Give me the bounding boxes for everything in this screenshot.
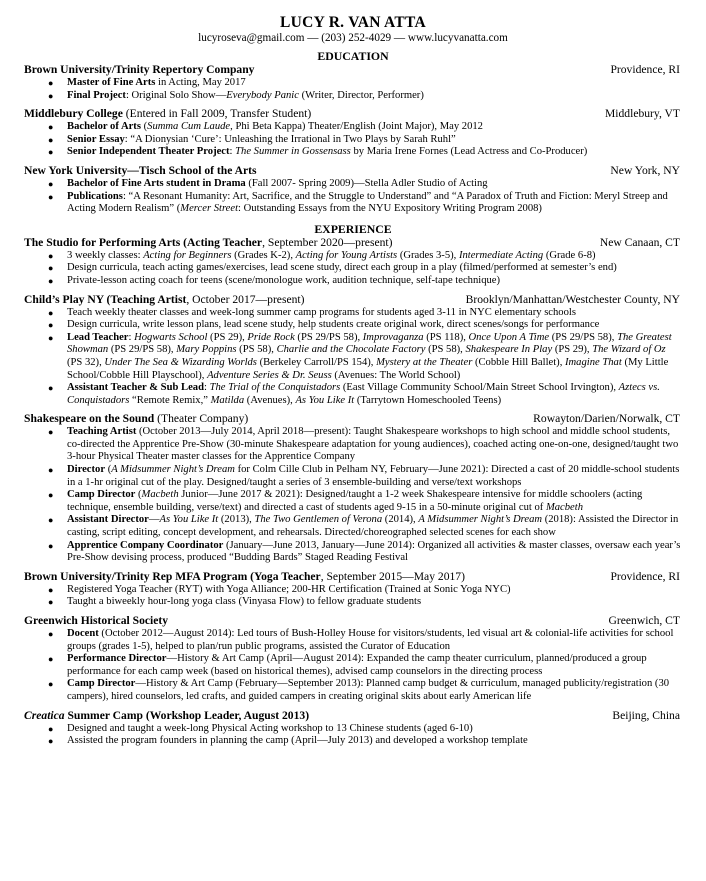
entry-organization-text: Middlebury College	[24, 107, 123, 121]
entry-bullet-list	[24, 178, 682, 216]
bullet-icon: ●	[48, 307, 54, 318]
list-item-text: Registered Yoga Teacher (RYT) with Yoga Alliance; 200-HR Certification (Trained at Sonic Yoga NYC)	[67, 583, 511, 595]
list-item-text: Publications	[67, 190, 123, 202]
bullet-icon: ●	[48, 178, 54, 189]
entry-location: Rowayton/Darien/Norwalk, CT	[533, 412, 680, 426]
bullet-icon: ●	[48, 465, 54, 476]
list-item-text: Teaching Artist	[67, 426, 137, 438]
bullet-icon: ●	[48, 78, 54, 88]
list-item-text: (East Village Community School/Main Street School Irvington),	[340, 382, 619, 394]
list-item-text: Assistant Teacher & Sub Lead	[67, 382, 204, 394]
entry-organization	[24, 293, 305, 307]
list-item	[48, 596, 682, 609]
entry-header	[24, 709, 682, 723]
bullet-icon: ●	[48, 654, 54, 665]
list-item-text: (	[105, 464, 112, 476]
list-item-text: : Original Solo Show—	[125, 89, 227, 101]
list-item-text: (Avenues: The World School)	[331, 369, 461, 381]
list-item-text: :	[128, 331, 135, 343]
entry-organization-text	[24, 709, 65, 722]
list-item-text: (	[135, 489, 142, 501]
entry-header	[24, 236, 682, 250]
list-item	[48, 539, 682, 565]
entry-organization-text: Greenwich Historical Society	[24, 614, 169, 627]
entry-organization-text: Brown University/Trinity Rep MFA Program (Yoga Teacher	[24, 569, 321, 583]
bullet-icon: ●	[48, 490, 54, 501]
list-item-text: “Remote Remix,”	[129, 394, 211, 406]
entry-location: Providence, RI	[610, 569, 680, 583]
list-item	[48, 678, 682, 703]
list-item-text: Bachelor of Arts	[67, 121, 141, 133]
list-item	[48, 735, 682, 748]
list-item	[48, 628, 682, 653]
resume-entry	[24, 164, 682, 216]
list-item-text: —History & Art Camp (April—August 2014): Expanded the camp theater curriculum, planned/produced a group performance for each camp week (based on historical themes), advised camp counselors in the directing process	[67, 653, 647, 677]
entry-location: Middlebury, VT	[604, 107, 680, 121]
entry-bullet-list	[24, 628, 682, 704]
list-item	[48, 319, 682, 332]
list-item-text: A Midsummer Night’s Dream	[418, 514, 543, 526]
list-item-text: (PS 29/PS 58),	[549, 331, 618, 343]
section-title-experience: EXPERIENCE	[314, 221, 392, 236]
list-item-text: :	[229, 146, 236, 158]
bullet-icon: ●	[48, 191, 54, 202]
bullet-icon: ●	[48, 275, 54, 286]
list-item	[48, 464, 682, 489]
entry-organization	[24, 164, 257, 178]
bullet-icon: ●	[48, 427, 54, 438]
bullet-icon: ●	[48, 263, 54, 274]
list-item-text: Performance Director	[67, 653, 167, 665]
list-item-text: (PS 29/PS 58),	[108, 344, 177, 356]
list-item-text: The Two Gentlemen of Verona	[254, 514, 383, 526]
bullet-icon: ●	[48, 540, 54, 551]
list-item	[48, 274, 682, 288]
list-item-text: Matilda	[210, 394, 245, 406]
entry-organization-text: New York University—Tisch School of the Arts	[24, 163, 257, 177]
list-item-text: The Summer in Gossensass	[235, 146, 351, 158]
list-item-text: : “A Dionysian ‘Cure’: Unleashing the Irrational in Two Plays by Sarah Ruhl”	[124, 133, 456, 145]
list-item-text: (PS 118),	[423, 331, 469, 343]
contact-line: lucyroseva@gmail.com — (203) 252-4029 — www.lucyvanatta.com	[198, 32, 508, 44]
resume-entry	[24, 236, 682, 288]
bullet-icon: ●	[48, 723, 54, 734]
resume-name: LUCY R. VAN ATTA	[279, 14, 427, 31]
entry-bullet-list	[24, 121, 682, 159]
list-item-text: Camp Director	[67, 678, 136, 690]
list-item-text: (2013),	[218, 514, 255, 526]
bullet-icon: ●	[48, 383, 54, 394]
list-item-text: 3 weekly classes:	[67, 249, 144, 261]
entry-organization-text: Shakespeare on the Sound	[24, 412, 155, 426]
entry-bullet-list	[24, 426, 682, 565]
bullet-icon: ●	[48, 736, 54, 747]
list-item-text: Macbeth	[141, 489, 179, 501]
list-item	[48, 653, 682, 678]
list-item-text: Under The Sea & Wizarding Worlds	[104, 356, 257, 368]
list-item-text: (PS 29),	[207, 331, 248, 343]
list-item-text: Bachelor of Fine Arts student in Drama	[67, 177, 246, 189]
resume-entry	[24, 709, 682, 748]
bullet-icon: ●	[48, 134, 54, 145]
list-item-text: Senior Essay	[67, 133, 125, 145]
list-item-text: Intermediate Acting	[458, 249, 544, 261]
list-item-text: by Maria Irene Fornes (Lead Actress and Co-Producer)	[350, 146, 588, 158]
list-item	[48, 190, 682, 216]
list-item	[48, 722, 682, 736]
entry-organization	[24, 709, 309, 723]
entry-location: Providence, RI	[610, 63, 680, 76]
list-item-text: The Trial of the Conquistadors	[209, 382, 341, 394]
list-item-text: (PS 29/PS 58),	[294, 331, 363, 343]
entry-organization-text: Summer Camp (Workshop Leader	[64, 708, 239, 722]
list-item-text: Camp Director	[67, 489, 136, 501]
entry-header	[24, 164, 682, 178]
list-item-text: Docent	[67, 628, 99, 639]
list-item-text: (October 2012—August 2014): Led tours of Bush-Holley House for visitors/students, led visual art & colonial-life activities for school groups (grades 1-5), helped to plan/run public programs, assisted the Curator of Education	[67, 628, 674, 652]
list-item-text: (Tarrytown Homeschooled Teens)	[354, 394, 502, 406]
list-item	[48, 426, 682, 464]
list-item-text: Senior Independent Theater Project	[67, 146, 230, 158]
list-item	[48, 489, 682, 514]
list-item-text: Director	[67, 464, 106, 476]
list-item-text: Shakespeare In Play	[465, 344, 553, 356]
list-item-text: (Writer, Director, Performer)	[298, 89, 424, 101]
list-item-text: Aztecs vs. Conquistadors	[67, 382, 660, 406]
resume-entry	[24, 614, 682, 704]
list-item-text: Teach weekly theater classes and week-long summer camp programs for students aged 3-11 in NYC elementary schools	[67, 306, 576, 318]
list-item-text: —	[148, 514, 160, 526]
resume-entry	[24, 570, 682, 609]
list-item	[48, 146, 682, 159]
list-item-text: (Cobble Hill Ballet),	[472, 356, 565, 368]
list-item-text: , Phi Beta Kappa) Theater/English (Joint Major), May 2012	[230, 121, 483, 133]
list-item-text: Imagine That	[565, 356, 622, 368]
list-item	[48, 514, 682, 539]
entry-organization	[24, 570, 465, 584]
list-item	[48, 262, 682, 275]
list-item-text: Junior—June 2017 & 2021): Designed/taught a 1-2 week Shakespeare intensive for middle schoolers (acting technique, ensemble building, verse/text) and directed a cast of students aged 9-15 in a 50-minute original cut of	[67, 489, 643, 513]
list-item-text: (PS 32),	[67, 356, 105, 368]
list-item-text: —History & Art Camp (February—September 2013): Planned camp budget & curriculum, managed publicity/registration (30 campers), hired counselors, led crafts, and guided campers in creating original skits about early American life	[67, 678, 670, 702]
entry-header	[24, 293, 682, 307]
entry-organization	[24, 107, 311, 121]
list-item	[48, 133, 682, 147]
list-item-text: Designed and taught a week-long Physical Acting workshop to 13 Chinese students (aged 6-10)	[67, 722, 473, 734]
entry-location: New Canaan, CT	[599, 235, 680, 249]
entry-bullet-list	[24, 584, 682, 609]
list-item-text: Adventure Series & Dr. Seuss	[207, 369, 332, 381]
entry-organization-text: , September 2015—May 2017)	[320, 569, 465, 583]
bullet-icon: ●	[48, 147, 54, 158]
list-item-text: (Fall 2007- Spring 2009)—Stella Adler Studio of Acting	[245, 177, 488, 189]
entry-organization-text: The Studio for Performing Arts (Acting Teacher	[24, 235, 263, 249]
entry-organization	[24, 63, 254, 77]
list-item-text: Assistant Director	[67, 514, 149, 526]
list-item-text: (PS 58),	[425, 344, 466, 356]
list-item-text: (My Little School/Cobble Hill Playschool),	[67, 356, 669, 381]
list-item	[48, 583, 682, 597]
entry-header	[24, 412, 682, 426]
resume-entry	[24, 63, 682, 102]
list-item-text: Assisted the program founders in planning the camp (April—July 2013) and developed a workshop template	[67, 735, 528, 747]
list-item	[48, 249, 682, 263]
list-item-text: : Outstanding Essays from the NYU Expository Writing Program 2008)	[238, 203, 542, 215]
list-item-text: Charlie and the Chocolate Factory	[276, 344, 426, 356]
entry-location: New York, NY	[610, 163, 680, 177]
list-item-text: (Grades 3-5),	[397, 249, 459, 261]
list-item-text: Macbeth	[545, 501, 584, 513]
list-item-text: Master of Fine Arts	[67, 77, 156, 88]
list-item-text: The Wizard of Oz	[592, 344, 666, 356]
entry-header	[24, 614, 682, 628]
list-item-text: As You Like It	[159, 514, 219, 526]
resume-entry	[24, 107, 682, 159]
entry-location: Greenwich, CT	[608, 614, 680, 627]
bullet-icon: ●	[48, 515, 54, 526]
entry-organization	[24, 614, 168, 628]
entry-location: Beijing, China	[612, 708, 680, 722]
bullet-icon: ●	[48, 679, 54, 690]
bullet-icon: ●	[48, 90, 54, 101]
bullet-icon: ●	[48, 122, 54, 133]
list-item-text: Taught a biweekly hour-long yoga class (Vinyasa Flow) to fellow graduate students	[67, 596, 422, 608]
entry-bullet-list	[24, 723, 682, 748]
list-item-text: (Grades K-2),	[231, 249, 296, 261]
list-item-text: Improvaganza	[362, 331, 424, 343]
list-item-text: (October 2013—July 2014, April 2018—present): Taught Shakespeare workshops to high school and middle school students, co-directed the Apprentice Pre-Show (30-minute Shakespeare adaptation for young audiences), coached acting one-on-one, designed/taught two 3-hour Physical Theater master classes for the Apprentice Company	[67, 426, 679, 463]
list-item-text: Apprentice Company Coordinator	[67, 539, 224, 551]
list-item-text: (Avenues),	[244, 394, 296, 406]
bullet-icon: ●	[48, 584, 54, 595]
list-item-text: (January—June 2013, January—June 2014): Organized all activities & master classes, oversaw each year’s Pre-Show devising process, produced “Budding Bards” Staged Reading Festival	[67, 539, 681, 564]
bullet-icon: ●	[48, 332, 54, 343]
list-item	[48, 331, 682, 382]
entry-bullet-list	[24, 77, 682, 102]
entry-organization-text: , August 2013)	[238, 708, 310, 722]
list-item-text: Mary Poppins	[176, 344, 237, 356]
list-item-text: Acting for Beginners	[143, 249, 232, 261]
entry-organization	[24, 412, 248, 426]
entry-header	[24, 570, 682, 584]
list-item-text: :	[203, 382, 210, 394]
list-item-text: in Acting, May 2017	[155, 77, 246, 88]
bullet-icon: ●	[48, 250, 54, 261]
list-item-text: (2014),	[382, 514, 419, 526]
entry-location: Brooklyn/Manhattan/Westchester County, NY	[465, 292, 680, 306]
list-item	[48, 89, 682, 103]
list-item-text: Design curricula, write lesson plans, lead scene study, help students create original work, direct scenes/songs for performance	[67, 319, 600, 331]
list-item	[48, 177, 682, 191]
list-item-text: for Colm Cille Club in Pelham NY, February—June 2021): Directed a cast of 20 middle-school students in a 1-hr original cut of the play. Designed/taught a series of 3 ensemble-building and verse/text workshops	[67, 464, 680, 488]
bullet-icon: ●	[48, 597, 54, 608]
list-item-text: Once Upon A Time	[468, 331, 550, 343]
list-item-text: (PS 29),	[552, 344, 593, 356]
list-item-text: As You Like It	[295, 394, 355, 406]
entry-organization	[24, 236, 393, 250]
list-item	[48, 306, 682, 320]
list-item-text: Hogwarts School	[134, 331, 208, 343]
entry-organization-text: Child’s Play NY (Teaching Artist	[24, 292, 187, 306]
list-item-text: A Midsummer Night’s Dream	[111, 464, 235, 476]
bullet-icon: ●	[48, 320, 54, 331]
entry-organization-text: Creatica	[24, 708, 65, 722]
list-item	[48, 382, 682, 407]
entry-organization-text: (Entered in Fall 2009, Transfer Student)	[122, 107, 312, 121]
entry-header	[24, 63, 682, 77]
entry-organization-text: Brown University/Trinity Repertory Company	[24, 63, 255, 76]
entry-organization-text: (Theater Company)	[154, 412, 249, 426]
resume-sections	[24, 49, 682, 748]
list-item-text: (	[140, 121, 148, 133]
list-item-text: Design curricula, teach acting games/exercises, lead scene study, direct each group in a play (filmed/performed at semester’s end)	[67, 262, 617, 274]
list-item	[48, 77, 682, 90]
list-item-text: Pride Rock	[247, 331, 295, 343]
list-item-text: Lead Teacher	[67, 331, 129, 343]
entry-organization-text: , September 2020—present)	[262, 235, 393, 249]
bullet-icon: ●	[48, 629, 54, 639]
list-item-text: (2018): Assisted the Director in casting, script editing, concept development, and rehearsals. Directed/choreographed selected scenes for each show	[67, 514, 679, 539]
list-item-text: Summa Cum Laude	[147, 121, 231, 133]
list-item-text: (PS 58),	[236, 344, 277, 356]
entry-header	[24, 107, 682, 121]
list-item-text: Private-lesson acting coach for teens (scene/monologue work, audition technique, self-tape technique)	[67, 274, 501, 286]
entry-bullet-list	[24, 307, 682, 408]
list-item-text: The Greatest Showman	[67, 331, 672, 356]
list-item-text: : “A Resonant Humanity: Art, Sacrifice, and the Struggle to Understand” and “A Paradox of Truth and Fiction: Meryl Streep and Acting Modern Realism” (	[67, 190, 668, 215]
list-item-text: Mystery at the Theater	[376, 356, 473, 368]
entry-organization-text: , October 2017—present)	[186, 292, 305, 306]
list-item-text: (Berkeley Carroll/PS 154),	[256, 356, 377, 368]
list-item	[48, 121, 682, 134]
list-item-text: (Grade 6-8)	[543, 249, 596, 261]
list-item-text: Final Project	[67, 89, 126, 101]
resume-entry	[24, 293, 682, 408]
list-item-text: Acting for Young Artists	[295, 249, 398, 261]
list-item-text: Mercer Street	[180, 203, 239, 215]
section-title-education: EDUCATION	[317, 49, 389, 63]
resume-entry	[24, 412, 682, 565]
list-item-text: Everybody Panic	[226, 89, 299, 101]
entry-bullet-list	[24, 250, 682, 288]
